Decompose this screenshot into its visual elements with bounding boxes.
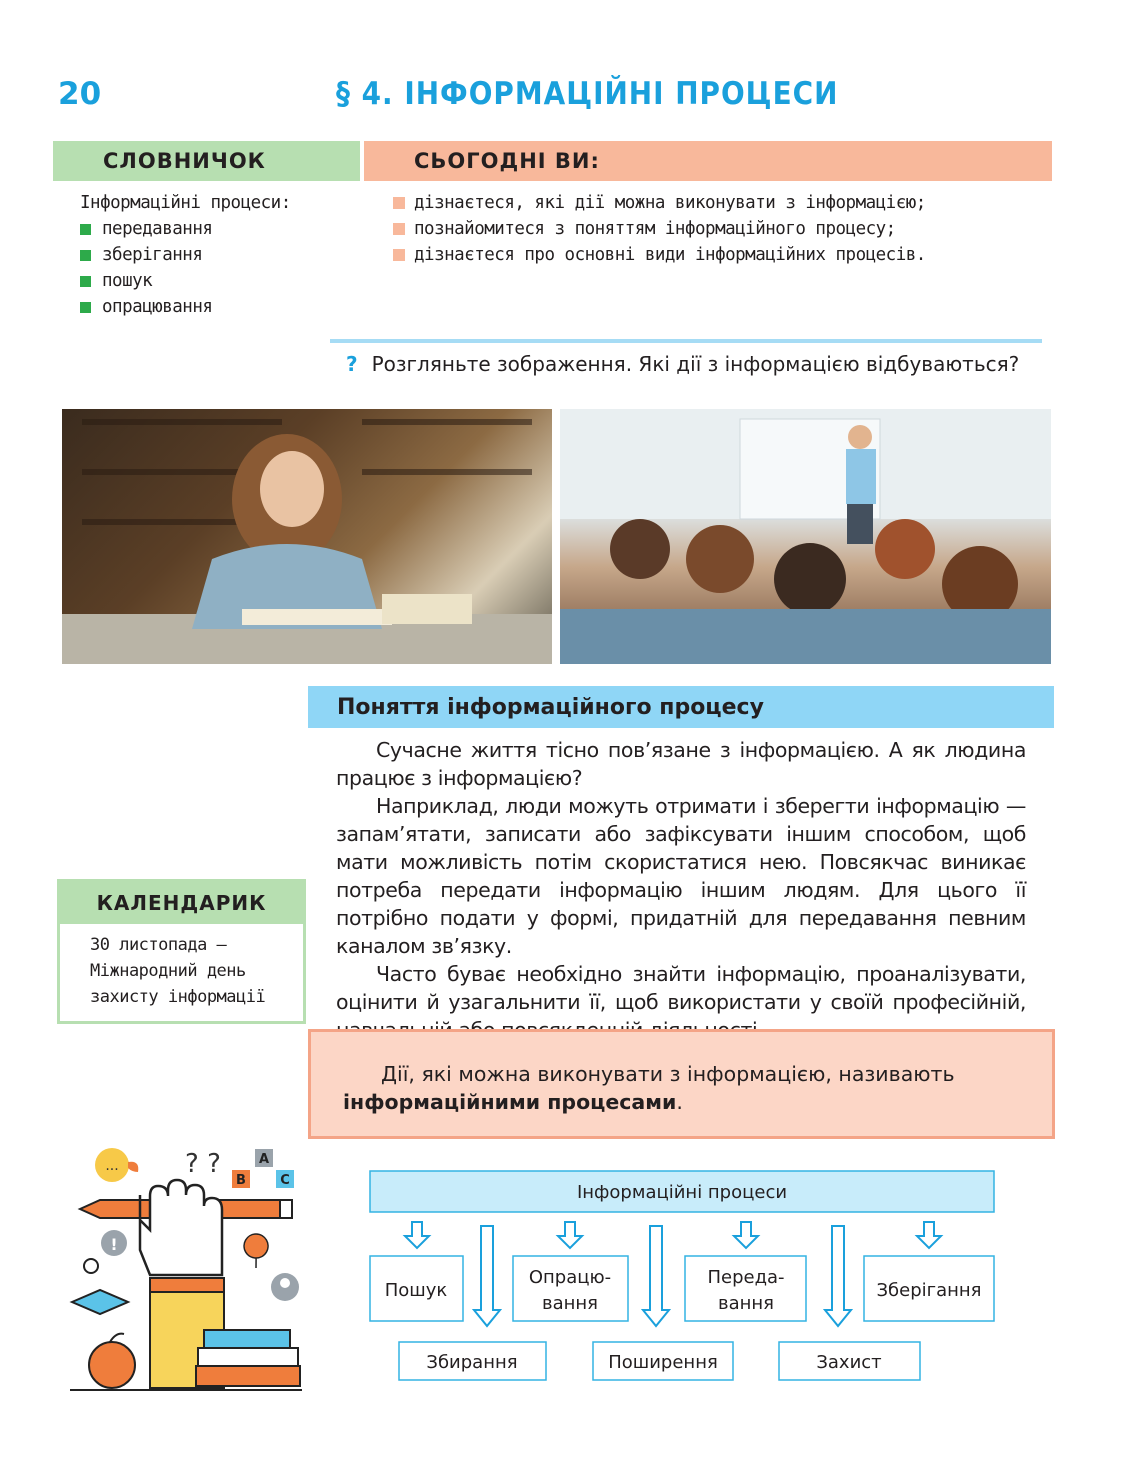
svg-text:Захист: Захист	[816, 1352, 882, 1373]
question-icon: ?	[346, 352, 358, 376]
definition-box: Дії, які можна виконувати з інформацією, називають інформаційними процесами.	[308, 1029, 1055, 1139]
vocabulary-item: пошук	[80, 268, 291, 294]
svg-text:Збирання: Збирання	[426, 1352, 518, 1373]
svg-text:Переда-: Переда-	[707, 1267, 785, 1288]
hand-icon	[140, 1180, 222, 1275]
arrow-icon	[474, 1226, 500, 1326]
paragraph: Наприклад, люди можуть отримати і зберегти інформацію — запам’ятати, записати або зафіксувати іншим способом, щоб мати можливість потім скористатися нею. Повсякчас виникає потреба передати інформацію іншим людям. Для цього її потрібно подати у формі, придатній для передавання певним каналом зв’язку.	[336, 794, 1026, 958]
magnifier-icon	[84, 1259, 98, 1273]
svg-text:B: B	[236, 1173, 246, 1188]
section-title: Поняття інформаційного процесу	[308, 686, 1054, 728]
goal-item: познайомитеся з поняттям інформаційного процесу;	[393, 216, 926, 242]
question-marks: ? ?	[185, 1149, 221, 1179]
definition-term: інформаційними процесами	[343, 1090, 677, 1114]
vocabulary-item: опрацювання	[80, 294, 291, 320]
svg-text:Поширення: Поширення	[608, 1352, 718, 1373]
svg-text:C: C	[280, 1173, 290, 1188]
apple-icon	[89, 1342, 135, 1388]
graduation-cap-icon	[72, 1290, 128, 1314]
svg-text:вання: вання	[717, 1293, 775, 1314]
paragraph: Сучасне життя тісно пов’язане з інформацією. А як людина працює з інформацією?	[336, 738, 1026, 790]
today-header: СЬОГОДНІ ВИ:	[364, 141, 1052, 181]
paragraph: Часто буває необхідно знайти інформацію, проаналізувати, оцінити й узагальнити її, щоб використати у своїй професійній,	[336, 962, 1026, 1014]
svg-text:Пошук: Пошук	[384, 1280, 448, 1301]
arrow-icon	[825, 1226, 851, 1326]
svg-text:A: A	[258, 1152, 270, 1167]
svg-text:!: !	[110, 1235, 118, 1254]
vocabulary-header: СЛОВНИЧОК	[53, 141, 360, 181]
svg-text:Опрацю-: Опрацю-	[528, 1267, 612, 1288]
books-icon	[204, 1330, 290, 1348]
chapter-title: § 4. ІНФОРМАЦІЙНІ ПРОЦЕСИ	[336, 76, 839, 112]
svg-text:...: ...	[105, 1158, 119, 1174]
vocabulary-item: зберігання	[80, 242, 291, 268]
vocabulary-intro: Інформаційні процеси:	[80, 193, 291, 213]
location-pin-icon	[244, 1234, 268, 1268]
question-text: Розгляньте зображення. Які дії з інформацією відбуваються?	[371, 352, 1020, 376]
calendar-title: КАЛЕНДАРИК	[60, 882, 303, 924]
definition-text: Дії, які можна виконувати з інформацією, називають	[381, 1062, 955, 1086]
arrow-icon	[643, 1226, 669, 1326]
page-number: 20	[58, 76, 102, 112]
diagram-root-label: Інформаційні процеси	[576, 1182, 788, 1203]
goal-item: дізнаєтеся про основні види інформаційних процесів.	[393, 242, 926, 268]
process-diagram	[370, 1171, 994, 1380]
svg-text:вання: вання	[541, 1293, 599, 1314]
svg-text:Зберігання: Зберігання	[876, 1280, 982, 1301]
goal-item: дізнаєтеся, які дії можна виконувати з інформацією;	[393, 190, 926, 216]
vocabulary-item: передавання	[80, 216, 291, 242]
education-illustration	[70, 1148, 302, 1390]
calendar-text: 30 листопада — Міжнародний день захисту інформації	[90, 935, 266, 1007]
